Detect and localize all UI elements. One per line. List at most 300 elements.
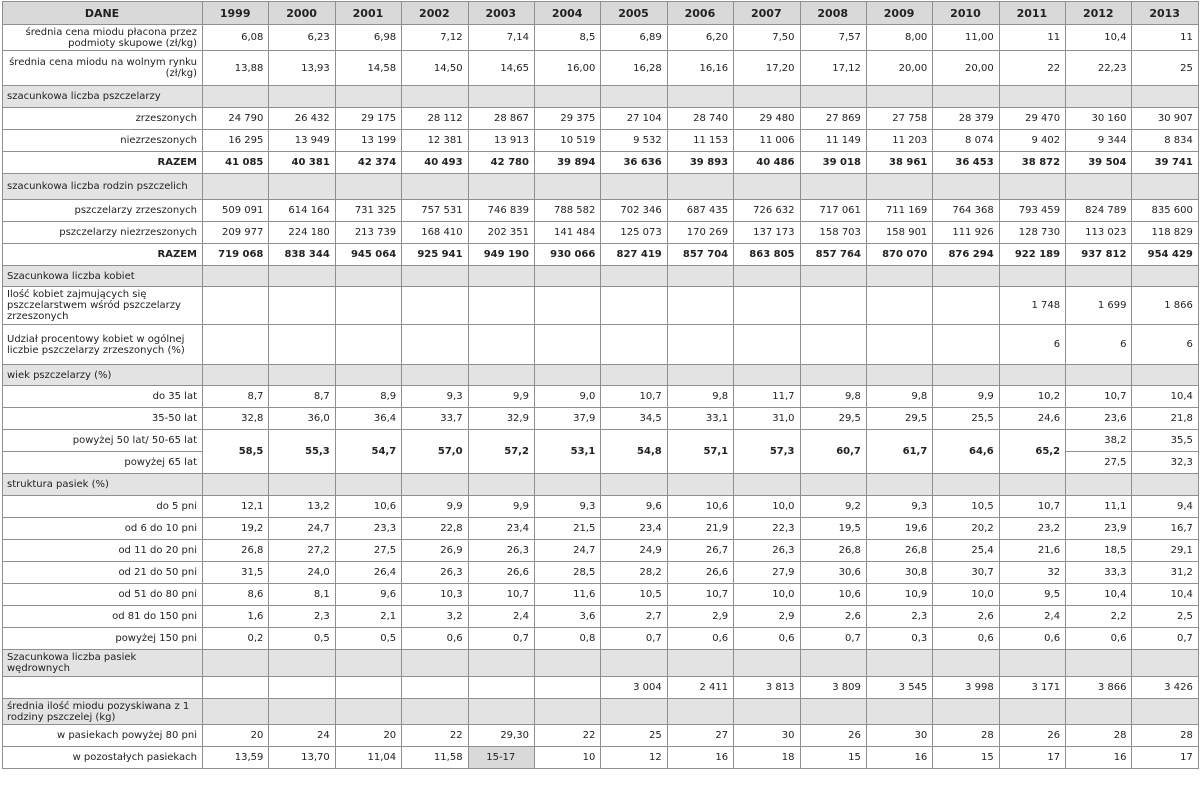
section-empty-cell [734,365,800,386]
value-cell [933,325,999,365]
value-cell: 9,9 [933,386,999,408]
value-cell: 711 169 [866,200,932,222]
value-cell: 20,2 [933,518,999,540]
value-cell: 9,3 [866,496,932,518]
section-empty-cell [800,266,866,287]
table-row [3,628,1199,650]
value-cell [203,287,269,325]
section-empty-cell [667,86,733,108]
value-cell: 213 739 [335,222,401,244]
value-cell: 2 411 [667,677,733,699]
section-empty-cell [667,365,733,386]
value-cell: 38,2 [1066,430,1132,452]
value-cell: 39 893 [667,152,733,174]
value-cell [933,287,999,325]
value-cell: 9,6 [335,584,401,606]
value-cell: 41 085 [203,152,269,174]
value-cell: 25,5 [933,408,999,430]
value-cell: 2,3 [866,606,932,628]
year-header: 2005 [601,2,667,25]
row-label: od 11 do 20 pni [3,540,203,562]
row-label: średnia cena miodu płacona przez podmioty skupowe (zł/kg) [3,25,203,51]
row-label: RAZEM [3,152,203,174]
value-cell: 9,9 [468,386,534,408]
value-cell: 21,8 [1132,408,1198,430]
section-row [3,699,1199,725]
value-cell: 12 [601,747,667,769]
value-cell: 10,6 [800,584,866,606]
value-cell: 39 018 [800,152,866,174]
value-cell: 26,3 [468,540,534,562]
row-label: Ilość kobiet zajmujących się pszczelarstwem wśród pszczelarzy zrzeszonych [3,287,203,325]
value-cell: 11,04 [335,747,401,769]
value-cell: 954 429 [1132,244,1198,266]
value-cell: 12,1 [203,496,269,518]
value-cell [734,325,800,365]
value-cell: 32 [999,562,1065,584]
value-cell: 6,08 [203,25,269,51]
value-cell: 9,8 [866,386,932,408]
table-row [3,408,1199,430]
value-cell: 10,2 [999,386,1065,408]
section-empty-cell [800,474,866,496]
value-cell: 11 [999,25,1065,51]
value-cell [468,677,534,699]
value-cell: 0,7 [601,628,667,650]
value-cell: 13,70 [269,747,335,769]
value-cell [203,325,269,365]
value-cell: 2,4 [468,606,534,628]
row-label: do 5 pni [3,496,203,518]
section-empty-cell [534,266,600,287]
section-empty-cell [734,86,800,108]
section-empty-cell [601,474,667,496]
value-cell: 17,12 [800,51,866,86]
section-empty-cell [667,474,733,496]
value-cell: 949 190 [468,244,534,266]
value-cell [203,677,269,699]
section-empty-cell [468,474,534,496]
value-cell: 26,7 [667,540,733,562]
value-cell: 10,7 [601,386,667,408]
section-empty-cell [999,174,1065,200]
value-cell: 29 175 [335,108,401,130]
value-cell: 731 325 [335,200,401,222]
value-cell: 17 [1132,747,1198,769]
row-label: od 6 do 10 pni [3,518,203,540]
value-cell: 13 913 [468,130,534,152]
value-cell: 8,7 [269,386,335,408]
value-cell: 8,5 [534,25,600,51]
value-cell: 2,5 [1132,606,1198,628]
value-cell: 1 866 [1132,287,1198,325]
value-cell: 11 153 [667,130,733,152]
value-cell: 24 790 [203,108,269,130]
section-label: Szacunkowa liczba kobiet [3,266,203,287]
value-cell: 17 [999,747,1065,769]
value-cell: 13,2 [269,496,335,518]
value-cell: 8,6 [203,584,269,606]
value-cell: 36 636 [601,152,667,174]
section-empty-cell [203,174,269,200]
section-empty-cell [335,365,401,386]
table-body-structure [3,474,1199,769]
row-label: pszczelarzy zrzeszonych [3,200,203,222]
value-cell: 3 171 [999,677,1065,699]
value-cell: 0,6 [933,628,999,650]
merged-value-cell: 61,7 [866,430,932,474]
value-cell: 18 [734,747,800,769]
value-cell: 726 632 [734,200,800,222]
value-cell: 18,5 [1066,540,1132,562]
value-cell: 40 486 [734,152,800,174]
section-empty-cell [1132,650,1198,677]
value-cell: 32,3 [1132,452,1198,474]
section-empty-cell [534,174,600,200]
section-empty-cell [800,86,866,108]
value-cell: 0,7 [1132,628,1198,650]
year-header: 2009 [866,2,932,25]
value-cell: 27 [667,725,733,747]
value-cell: 23,6 [1066,408,1132,430]
value-cell: 168 410 [402,222,468,244]
value-cell: 827 419 [601,244,667,266]
header-label: DANE [3,2,203,25]
value-cell: 10,7 [667,584,733,606]
value-cell: 8 834 [1132,130,1198,152]
value-cell: 2,9 [667,606,733,628]
section-empty-cell [1066,365,1132,386]
value-cell: 26,3 [734,540,800,562]
value-cell: 3 426 [1132,677,1198,699]
section-empty-cell [203,86,269,108]
section-empty-cell [933,365,999,386]
value-cell: 21,6 [999,540,1065,562]
section-empty-cell [468,86,534,108]
row-label: od 81 do 150 pni [3,606,203,628]
value-cell: 36,4 [335,408,401,430]
table-row [3,606,1199,628]
value-cell: 10,0 [734,584,800,606]
value-cell: 9,3 [402,386,468,408]
value-cell: 21,5 [534,518,600,540]
value-cell: 16,7 [1132,518,1198,540]
section-empty-cell [1066,174,1132,200]
value-cell [402,287,468,325]
value-cell: 23,4 [601,518,667,540]
merged-value-cell: 60,7 [800,430,866,474]
value-cell: 10,0 [734,496,800,518]
value-cell: 9,3 [534,496,600,518]
value-cell: 30,8 [866,562,932,584]
value-cell: 719 068 [203,244,269,266]
value-cell: 25 [1132,51,1198,86]
value-cell: 9 532 [601,130,667,152]
value-cell: 863 805 [734,244,800,266]
value-cell: 27 758 [866,108,932,130]
value-cell [534,325,600,365]
value-cell: 37,9 [534,408,600,430]
section-empty-cell [601,699,667,725]
total-row [3,244,1199,266]
value-cell: 15 [933,747,999,769]
value-cell: 23,2 [999,518,1065,540]
value-cell: 9,0 [534,386,600,408]
value-cell: 857 764 [800,244,866,266]
value-cell: 21,9 [667,518,733,540]
row-label: powyżej 65 lat [3,452,203,474]
section-empty-cell [402,650,468,677]
value-cell: 11 203 [866,130,932,152]
section-empty-cell [402,474,468,496]
value-cell: 224 180 [269,222,335,244]
value-cell: 23,9 [1066,518,1132,540]
value-cell: 28 740 [667,108,733,130]
value-cell: 6,20 [667,25,733,51]
value-cell: 13 949 [269,130,335,152]
row-label: pszczelarzy niezrzeszonych [3,222,203,244]
bee-statistics-table [2,1,1199,769]
value-cell: 824 789 [1066,200,1132,222]
value-cell: 10,7 [468,584,534,606]
value-cell: 17,20 [734,51,800,86]
table-row [3,51,1199,86]
value-cell: 870 070 [866,244,932,266]
section-empty-cell [933,650,999,677]
section-empty-cell [667,699,733,725]
value-cell: 15 [800,747,866,769]
section-row [3,266,1199,287]
section-empty-cell [203,650,269,677]
section-empty-cell [734,699,800,725]
value-cell: 614 164 [269,200,335,222]
value-cell: 3,6 [534,606,600,628]
header-row [3,2,1199,25]
value-cell: 2,1 [335,606,401,628]
value-cell: 28 112 [402,108,468,130]
year-header: 2012 [1066,2,1132,25]
section-empty-cell [335,474,401,496]
value-cell [667,287,733,325]
value-cell: 7,12 [402,25,468,51]
value-cell: 16,28 [601,51,667,86]
value-cell: 11 149 [800,130,866,152]
section-empty-cell [1066,266,1132,287]
value-cell: 9,6 [601,496,667,518]
merged-value-cell: 53,1 [534,430,600,474]
value-cell [866,325,932,365]
value-cell: 6,23 [269,25,335,51]
value-cell: 7,50 [734,25,800,51]
value-cell: 9,9 [468,496,534,518]
value-cell: 9,8 [667,386,733,408]
value-cell: 39 741 [1132,152,1198,174]
value-cell: 25,4 [933,540,999,562]
value-cell: 2,6 [933,606,999,628]
value-cell: 6,89 [601,25,667,51]
value-cell: 24 [269,725,335,747]
value-cell: 2,7 [601,606,667,628]
value-cell: 31,2 [1132,562,1198,584]
section-empty-cell [335,266,401,287]
value-cell: 170 269 [667,222,733,244]
row-label: do 35 lat [3,386,203,408]
year-header: 2001 [335,2,401,25]
value-cell: 3 545 [866,677,932,699]
value-cell: 16 [667,747,733,769]
value-cell: 0,6 [1066,628,1132,650]
value-cell: 2,4 [999,606,1065,628]
value-cell: 11,00 [933,25,999,51]
value-cell: 28 379 [933,108,999,130]
section-label: szacunkowa liczba rodzin pszczelich [3,174,203,200]
section-empty-cell [734,174,800,200]
section-empty-cell [999,699,1065,725]
value-cell [335,287,401,325]
value-cell: 137 173 [734,222,800,244]
value-cell: 29,30 [468,725,534,747]
value-cell: 9 402 [999,130,1065,152]
value-cell: 10,3 [402,584,468,606]
value-cell [402,325,468,365]
year-header: 2002 [402,2,468,25]
value-cell: 24,7 [269,518,335,540]
section-empty-cell [468,650,534,677]
value-cell: 0,5 [335,628,401,650]
value-cell: 10,4 [1066,584,1132,606]
section-empty-cell [269,365,335,386]
value-cell: 14,65 [468,51,534,86]
value-cell: 31,0 [734,408,800,430]
section-empty-cell [335,174,401,200]
table-row [3,386,1199,408]
value-cell [335,677,401,699]
row-label [3,677,203,699]
value-cell: 2,6 [800,606,866,628]
value-cell: 12 381 [402,130,468,152]
section-row [3,650,1199,677]
value-cell: 0,6 [402,628,468,650]
section-empty-cell [402,86,468,108]
value-cell: 19,5 [800,518,866,540]
section-empty-cell [534,699,600,725]
value-cell: 28 [933,725,999,747]
section-empty-cell [269,650,335,677]
value-cell: 10 519 [534,130,600,152]
row-label: powyżej 50 lat/ 50-65 lat [3,430,203,452]
table-row [3,540,1199,562]
value-cell [534,287,600,325]
value-cell: 24,0 [269,562,335,584]
value-cell: 30,6 [800,562,866,584]
section-empty-cell [667,650,733,677]
section-label: struktura pasiek (%) [3,474,203,496]
year-header: 2011 [999,2,1065,25]
section-empty-cell [468,174,534,200]
value-cell: 31,5 [203,562,269,584]
value-cell: 11,7 [734,386,800,408]
value-cell: 22,3 [734,518,800,540]
value-cell: 8,00 [866,25,932,51]
section-empty-cell [1066,86,1132,108]
value-cell: 757 531 [402,200,468,222]
row-label: w pozostałych pasiekach [3,747,203,769]
total-row [3,152,1199,174]
merged-value-cell: 65,2 [999,430,1065,474]
value-cell: 9,8 [800,386,866,408]
section-empty-cell [269,174,335,200]
section-empty-cell [866,365,932,386]
section-empty-cell [800,650,866,677]
value-cell: 3 813 [734,677,800,699]
value-cell: 40 381 [269,152,335,174]
merged-value-cell: 55,3 [269,430,335,474]
section-empty-cell [800,365,866,386]
section-empty-cell [999,650,1065,677]
table-row [3,518,1199,540]
value-cell: 7,14 [468,25,534,51]
section-empty-cell [335,86,401,108]
value-cell: 26,8 [203,540,269,562]
year-header: 2003 [468,2,534,25]
value-cell: 29 480 [734,108,800,130]
section-empty-cell [999,474,1065,496]
value-cell: 26,9 [402,540,468,562]
value-cell: 8,7 [203,386,269,408]
year-header: 2004 [534,2,600,25]
value-cell: 29,1 [1132,540,1198,562]
section-empty-cell [800,699,866,725]
value-cell: 922 189 [999,244,1065,266]
value-cell: 24,9 [601,540,667,562]
section-empty-cell [335,699,401,725]
value-cell: 10,5 [601,584,667,606]
row-label: niezrzeszonych [3,130,203,152]
merged-value-cell: 54,8 [601,430,667,474]
year-header: 2008 [800,2,866,25]
value-cell: 26 [800,725,866,747]
section-empty-cell [269,266,335,287]
value-cell: 0,6 [999,628,1065,650]
value-cell: 20,00 [933,51,999,86]
value-cell: 28 867 [468,108,534,130]
section-empty-cell [402,266,468,287]
value-cell: 35,5 [1132,430,1198,452]
value-cell: 19,6 [866,518,932,540]
value-cell: 937 812 [1066,244,1132,266]
section-empty-cell [468,699,534,725]
value-cell: 26,6 [667,562,733,584]
value-cell: 32,8 [203,408,269,430]
value-cell: 10,0 [933,584,999,606]
value-cell: 2,2 [1066,606,1132,628]
section-empty-cell [999,86,1065,108]
section-empty-cell [203,365,269,386]
value-cell: 10,7 [1066,386,1132,408]
value-cell: 125 073 [601,222,667,244]
value-cell: 30,7 [933,562,999,584]
value-cell: 29,5 [866,408,932,430]
value-cell: 23,4 [468,518,534,540]
value-cell: 11,58 [402,747,468,769]
row-label: w pasiekach powyżej 80 pni [3,725,203,747]
row-label: od 21 do 50 pni [3,562,203,584]
value-cell: 11,6 [534,584,600,606]
value-cell: 22 [534,725,600,747]
value-cell: 0,3 [866,628,932,650]
value-cell: 20 [335,725,401,747]
value-cell: 39 504 [1066,152,1132,174]
